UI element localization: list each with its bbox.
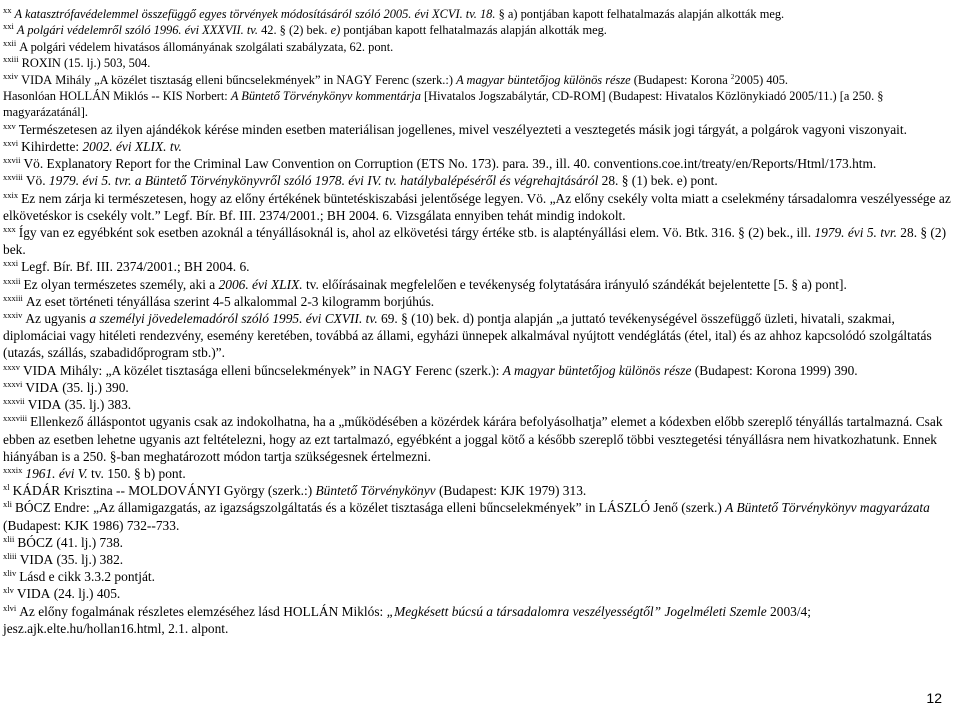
footnote-marker: xxii xyxy=(3,37,17,48)
footnote-text: Jenő (szerk.) xyxy=(650,500,726,516)
footnote-xxx xyxy=(3,224,953,258)
author-name: NAGY xyxy=(373,362,412,378)
author-name: VIDA xyxy=(19,551,54,567)
footnote-xxiv xyxy=(3,72,953,88)
footnote-xxv xyxy=(3,121,953,138)
footnote-text: Kihirdette: xyxy=(21,139,83,155)
author-name: BÓCZ xyxy=(17,534,54,550)
footnote-text: Mihály: „A közélet tisztasága elleni bűncselekmények” in xyxy=(56,362,374,378)
author-name: VIDA xyxy=(25,379,59,395)
footnote-xlv xyxy=(3,585,953,602)
footnote-text: 69. § (10) bek. d) pontja alapján „a juttató tevékenységével összefüggő üzleti, hivatali, szakmai, diplomáciai vagy hitéleti rendezvény, esemény keretében, továbbá az állami, egyházi ünnepek alkalmával nyújtott vendéglátás (étel, ital) és az ahhoz kapcsolódó szolgáltatás (utazás, szállás, szabadidőprogram stb.)”. xyxy=(3,311,932,361)
footnote-text: Lásd e cikk 3.3.2 pontját. xyxy=(19,569,155,585)
footnote-xxii xyxy=(3,39,953,55)
footnote-marker: xxxix xyxy=(3,464,23,475)
italic-text: A katasztrófavédelemmel összefüggő egyes törvények módosításáról szóló 2005. évi XCVI. tv. 18. xyxy=(14,7,499,21)
footnote-marker: xxiv xyxy=(3,70,19,81)
footnote-text: [Hivatalos Jogszabálytár, CD-ROM] (Budapest: Hivatalos Közlönykiadó 2005/11.) [a 250. § magyarázatánál]. xyxy=(3,89,884,120)
author-name: VIDA xyxy=(21,72,53,87)
author-name: VIDA xyxy=(27,397,62,413)
italic-text: 2002. évi XLIX. tv. xyxy=(82,139,182,155)
footnote-text: Az ugyanis xyxy=(25,311,90,327)
footnote-marker: xlii xyxy=(3,533,15,544)
italic-text: Büntető Törvénykönyv xyxy=(315,483,436,499)
italic-text: „Megkésett búcsú a társadalomra veszélyességtől” Jogelméleti Szemle xyxy=(386,603,767,619)
footnote-xxiii xyxy=(3,55,953,71)
footnote-xxxv xyxy=(3,362,953,379)
footnote-xxvii xyxy=(3,155,953,172)
footnote-xxxvii xyxy=(3,396,953,413)
footnote-text: Endre: „Az államigazgatás, az igazságszolgáltatás és a közélet tisztasága elleni bűncselekmények” in xyxy=(50,500,599,516)
footnote-xxxviii xyxy=(3,413,953,465)
footnote-text: (Budapest: Korona xyxy=(630,72,731,87)
footnote-text: (Budapest: KJK 1979) 313. xyxy=(435,483,587,499)
italic-text: 1979. évi 5. tvr. xyxy=(814,225,897,241)
footnote-xxviii xyxy=(3,172,953,189)
edition-superscript: 2 xyxy=(730,72,735,81)
footnote-text: Az eset történeti tényállása szerint 4-5 alkalommal 2-3 kilogramm borjúhús. xyxy=(25,293,435,309)
italic-text: A Büntető Törvénykönyv kommentárja xyxy=(230,89,421,104)
footnote-marker: xl xyxy=(3,482,10,493)
footnote-text: Az előny fogalmának részletes elemzéséhez lásd xyxy=(19,603,284,619)
author-name: HOLLÁN xyxy=(59,89,111,104)
footnote-marker: xliii xyxy=(3,550,17,561)
footnote-text: § a) pontjában kapott felhatalmazás alapján alkották meg. xyxy=(498,7,785,21)
footnote-text: Hasonlóan xyxy=(3,89,60,104)
footnote-text: 28. § (2) bek. xyxy=(3,225,947,258)
footnote-text: Miklós -- xyxy=(110,89,163,104)
author-name: MOLDOVÁNYI xyxy=(128,483,221,499)
italic-text: 1961. évi V. xyxy=(25,465,88,481)
footnote-xli xyxy=(3,499,953,533)
footnote-text: Így van ez egyébként sok esetben azoknál a tényállásoknál is, ahol az elkövetési tárgy értéke stb. is alaptényállási elem. Vö. Btk. 316. § (2) bek., ill. xyxy=(18,225,815,241)
footnote-marker: xxvi xyxy=(3,138,19,149)
footnote-marker: xxix xyxy=(3,189,19,200)
footnote-marker: xxi xyxy=(3,21,14,32)
italic-text: A magyar büntetőjog különös része xyxy=(502,362,692,378)
footnote-xxxii xyxy=(3,276,953,293)
footnote-text: tv. előírásainak megfelelően e tevékenység folytatására irányuló szándékát bejelentette [5. § a) pont]. xyxy=(302,276,847,292)
footnote-text: (Budapest: Korona 1999) 390. xyxy=(691,362,858,378)
footnote-text: A polgári védelem hivatásos állományának szolgálati szabályzata, 62. pont. xyxy=(19,39,394,54)
author-name: KÁDÁR xyxy=(12,483,61,499)
footnote-xliv xyxy=(3,568,953,585)
footnotes xyxy=(3,6,953,637)
italic-text: a személyi jövedelemadóról szóló 1995. évi CXVII. tv. xyxy=(89,311,378,327)
footnote-marker: xxxvi xyxy=(3,378,23,389)
footnote-marker: xxxii xyxy=(3,275,21,286)
author-name: KIS xyxy=(162,89,183,104)
footnote-xxxi xyxy=(3,258,953,275)
footnote-text: Norbert: xyxy=(182,89,231,104)
italic-text: 1979. évi 5. tvr. a Büntető Törvénykönyvről szóló 1978. évi IV. tv. hatálybalépéséről és végrehajtásáról xyxy=(48,173,599,189)
author-name: VIDA xyxy=(16,586,51,602)
footnote-marker: xxxiii xyxy=(3,292,23,303)
footnote-xxi xyxy=(3,22,953,38)
footnote-text: tv. 150. § b) pont. xyxy=(87,465,186,481)
author-name: VIDA xyxy=(23,362,57,378)
footnote-xxxix xyxy=(3,465,953,482)
author-name: LÁSZLÓ xyxy=(598,500,651,516)
footnote-marker: xxxvii xyxy=(3,396,25,407)
footnote-text: Természetesen az ilyen ajándékok kérése minden esetben materiálisan jogellenes, mivel veszélyezteti a vesztegetés másik jogi tárgyát, a polgárok vagyoni viszonyait. xyxy=(18,121,907,137)
footnote-marker: xxv xyxy=(3,120,16,131)
footnote-text: Ez olyan természetes személy, aki a xyxy=(23,276,219,292)
footnote-xlvi xyxy=(3,603,953,637)
author-name: NAGY xyxy=(336,72,373,87)
footnote-marker: xxxiv xyxy=(3,310,23,321)
footnote-text: Vö. Explanatory Report for the Criminal Law Convention on Corruption (ETS No. 173). para. 39., ill. 40. conventions.coe.int/treaty/en/Reports/Html/173.htm. xyxy=(23,156,877,172)
footnote-marker: xxiii xyxy=(3,54,19,65)
footnote-marker: xlv xyxy=(3,585,14,596)
footnote-text: (15. lj.) 503, 504. xyxy=(60,56,151,71)
footnote-marker: xli xyxy=(3,499,12,510)
footnote-text: (Budapest: KJK 1986) 732--733. xyxy=(3,517,180,533)
italic-text: A magyar büntetőjog különös része xyxy=(456,72,631,87)
author-name: ROXIN xyxy=(21,56,61,71)
footnote-text: (24. lj.) 405. xyxy=(50,586,121,602)
footnote-marker: xx xyxy=(3,5,12,15)
footnote-text: 2005) 405. xyxy=(734,72,789,87)
italic-text: A Büntető Törvénykönyv magyarázata xyxy=(725,500,930,516)
footnote-marker: xxvii xyxy=(3,155,21,166)
footnote-xxxvi xyxy=(3,379,953,396)
author-name: HOLLÁN xyxy=(283,603,339,619)
footnote-text: 42. § (2) bek. xyxy=(257,23,331,38)
footnote-marker: xliv xyxy=(3,568,17,579)
italic-text: A polgári védelemről szóló 1996. évi XXXVII. tv. xyxy=(16,23,258,38)
footnote-text: pontjában kapott felhatalmazás alapján alkották meg. xyxy=(340,23,607,38)
footnote-text: (35. lj.) 382. xyxy=(53,551,124,567)
page-number: 12 xyxy=(926,690,942,706)
footnote-xxix xyxy=(3,190,953,224)
footnote-text: Krisztina -- xyxy=(60,483,129,499)
footnote-marker: xxviii xyxy=(3,172,23,183)
author-name: BÓCZ xyxy=(14,500,51,516)
footnote-text: Ferenc (szerk.): xyxy=(411,362,503,378)
footnote-xx xyxy=(3,6,953,22)
footnote-text: Mihály „A közélet tisztaság elleni bűncselekmények” in xyxy=(52,72,337,87)
footnote-text: Ez nem zárja ki természetesen, hogy az előny értékének büntetéskiszabási jelentősége legyen. Vö. „Az előny csekély volta miatt a cselekmény társadalomra veszélyessége az elkövetéskor is csekély volt.” Legf. Bír. Bf. III. 2374/2001.; BH 2004. 6. Vizsgálata ennyiben tehát mindig indokolt. xyxy=(3,190,951,223)
footnote-marker: xxx xyxy=(3,224,16,235)
footnote-text: Legf. Bír. Bf. III. 2374/2001.; BH 2004. 6. xyxy=(21,259,250,275)
footnote-xliii xyxy=(3,551,953,568)
footnote-text: (35. lj.) 383. xyxy=(61,397,132,413)
footnote-text: (35. lj.) 390. xyxy=(58,379,129,395)
italic-text: e) xyxy=(330,23,341,38)
italic-text: 2006. évi XLIX. xyxy=(218,276,303,292)
footnote-marker: xxxi xyxy=(3,258,19,269)
footnote-xlii xyxy=(3,534,953,551)
footnote-xxiv-b xyxy=(3,88,953,121)
footnote-text: (41. lj.) 738. xyxy=(53,534,123,550)
footnote-text: Ferenc (szerk.:) xyxy=(372,72,457,87)
footnote-text: Vö. xyxy=(25,173,49,189)
footnote-text: Ellenkező álláspontot ugyanis csak az indokolhatna, ha a „működésében a közérdek kárára befolyásolhatja” elemet a kódexben előbb szereplő tényállás tartalmazná. Csak ebben az esetben lehetne ugyanis azt feltételezni, hogy az ezt tartalmazó, egyébként a joggal kötő a később szereplő többi vesztegetési tényállásra nem hivatkozhatunk. Ennek hiányában is a 250. §-ban meghatározott módon tartja szükségesnek értelmezni. xyxy=(3,414,943,464)
footnote-text: Miklós: xyxy=(338,603,387,619)
footnote-text: 28. § (1) bek. e) pont. xyxy=(598,173,718,189)
footnote-text: György (szerk.:) xyxy=(220,483,316,499)
footnote-marker: xxxv xyxy=(3,361,20,372)
footnote-xxxiv xyxy=(3,310,953,362)
footnote-marker: xxxviii xyxy=(3,413,28,424)
footnote-xxvi xyxy=(3,138,953,155)
footnote-xxxiii xyxy=(3,293,953,310)
footnote-marker: xlvi xyxy=(3,602,17,613)
footnote-xl xyxy=(3,482,953,499)
footnote-text: 2003/4; jesz.ajk.elte.hu/hollan16.html, 2.1. alpont. xyxy=(3,603,811,636)
